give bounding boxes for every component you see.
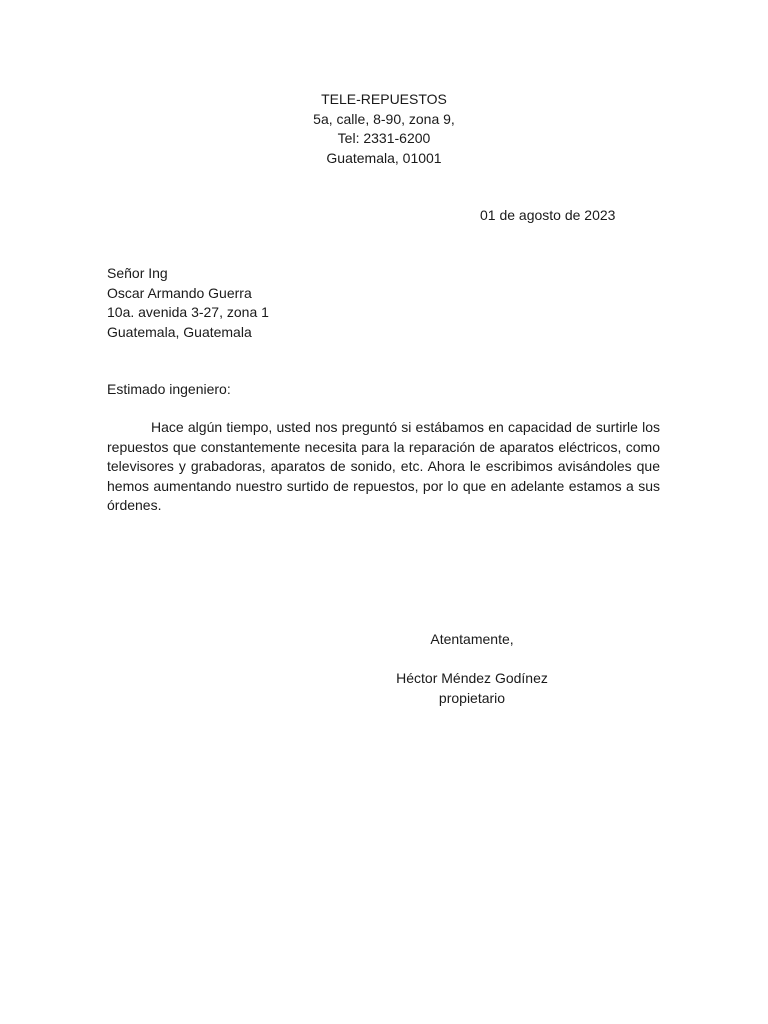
letterhead <box>184 90 584 168</box>
recipient-city: Guatemala, Guatemala <box>107 323 252 340</box>
company-phone: Tel: 2331-6200 <box>337 130 431 146</box>
letter-body: Hace algún tiempo, usted nos preguntó si estábamos en capacidad de surtirle los repuestos que constantemente necesita para la reparación de aparatos eléctricos, como televisores y grabadoras, aparatos de sonido, etc. Ahora le escribimos avisándoles que hemos aumentando nuestro surtido de repuestos, por lo que en adelante estamos a sus órdenes. <box>107 419 660 514</box>
company-address: 5a, calle, 8-90, zona 9, <box>313 110 455 127</box>
signer-name: Héctor Méndez Godínez <box>396 670 548 686</box>
recipient-title: Señor Ing <box>107 265 168 281</box>
signature-block <box>372 669 572 708</box>
recipient-address: 10a. avenida 3-27, zona 1 <box>107 304 269 320</box>
recipient-name: Oscar Armando Guerra <box>107 284 252 301</box>
signer-role: propietario <box>438 689 506 706</box>
letter-date: 01 de agosto de 2023 <box>480 207 616 223</box>
recipient-block <box>107 264 269 342</box>
company-city: Guatemala, 01001 <box>326 149 442 166</box>
company-name: TELE-REPUESTOS <box>321 91 447 107</box>
salutation: Estimado ingeniero: <box>107 381 231 397</box>
closing: Atentamente, <box>430 631 514 647</box>
